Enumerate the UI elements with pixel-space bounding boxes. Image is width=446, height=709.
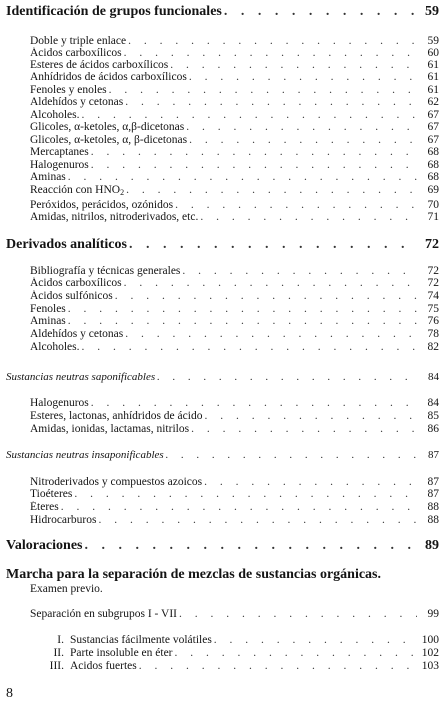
section-title: Derivados analíticos <box>6 237 127 252</box>
toc-entry: Bibliografía y técnicas generales . . . 72 <box>30 265 439 277</box>
toc-entry: Aminas . . . 68 <box>30 171 439 183</box>
toc-entry: Glicoles, α-ketoles, α, β-dicetonas . . . 67 <box>30 134 439 146</box>
toc-entry: Esteres de ácidos carboxílicos . . . 61 <box>30 59 439 71</box>
marcha-title: Marcha para la separación de mezclas de sustancias orgánicas. <box>6 567 381 582</box>
toc-entry: Amidas, ionidas, lactamas, nitrilos . . . 86 <box>30 423 439 435</box>
toc-entry: Hidrocarburos . . . 88 <box>30 514 439 526</box>
toc-entry: Ácidos sulfónicos . . . 74 <box>30 290 439 302</box>
section-title: Identificación de grupos funcionales <box>6 4 222 19</box>
toc-entry: Halogenuros . . . 68 <box>30 159 439 171</box>
toc-entry: Mercaptanes . . . 68 <box>30 146 439 158</box>
subsection-title: Sustancias neutras insaponificables <box>6 449 164 461</box>
toc-entry: Aldehídos y cetonas . . . 62 <box>30 96 439 108</box>
section-heading <box>6 237 439 253</box>
subsection-heading <box>6 371 439 383</box>
toc-entry: Peróxidos, perácidos, ozónidos . . . 70 <box>30 199 439 211</box>
section-heading <box>6 4 439 20</box>
page-ref: 59 <box>425 4 439 19</box>
toc-entry: Ácidos carboxílicos . . . 60 <box>30 47 439 59</box>
toc-entry: III. Acidos fuertes . . . 103 <box>30 660 439 672</box>
toc-entry: Fenoles y enoles . . . 61 <box>30 84 439 96</box>
toc-entry: Aminas . . . 76 <box>30 315 439 327</box>
toc-entry: Éteres . . . 88 <box>30 501 439 513</box>
toc-entry: Reacción con $HNO_2$ . . . 69 <box>30 184 439 199</box>
toc-entry: Anhídridos de ácidos carboxílicos . . . 61 <box>30 71 439 83</box>
subsection-heading <box>6 449 439 461</box>
toc-entry: Separación en subgrupos I - VII . . . 99 <box>30 608 439 620</box>
toc-entry: Alcoholes. . . . 82 <box>30 341 439 353</box>
toc-entry: II. Parte insoluble en éter . . . 102 <box>30 647 439 659</box>
page-ref: 89 <box>425 538 439 553</box>
section-title: Valoraciones <box>6 538 83 553</box>
subsection-title: Sustancias neutras saponificables <box>6 371 156 383</box>
toc-entry: Doble y triple enlace . . . 59 <box>30 35 439 47</box>
page-ref: 72 <box>425 237 439 252</box>
toc-entry: Nitroderivados y compuestos azoicos . . . 87 <box>30 476 439 488</box>
toc-entry: I. Sustancias fácilmente volátiles . . . 100 <box>30 634 439 646</box>
toc-entry: Ácidos carboxílicos . . . 72 <box>30 277 439 289</box>
toc-entry: Alcoholes. . . . 67 <box>30 109 439 121</box>
page-ref: 87 <box>428 449 439 461</box>
toc-entry: Esteres, lactonas, anhídridos de ácido . . . 85 <box>30 410 439 422</box>
toc-entry: Aldehídos y cetonas . . . 78 <box>30 328 439 340</box>
section-heading <box>6 538 439 554</box>
page-number: 8 <box>6 686 13 701</box>
page-ref: 84 <box>428 371 439 383</box>
toc-entry: Halogenuros . . . 84 <box>30 397 439 409</box>
marcha-subtitle: Examen previo. <box>30 583 103 595</box>
toc-entry: Tioéteres . . . 87 <box>30 488 439 500</box>
toc-entry: Glicoles, α-ketoles, α,β-dicetonas . . . 67 <box>30 121 439 133</box>
toc-entry: Fenoles . . . 75 <box>30 303 439 315</box>
toc-entry: Amidas, nitrilos, nitroderivados, etc. . . . 71 <box>30 211 439 223</box>
